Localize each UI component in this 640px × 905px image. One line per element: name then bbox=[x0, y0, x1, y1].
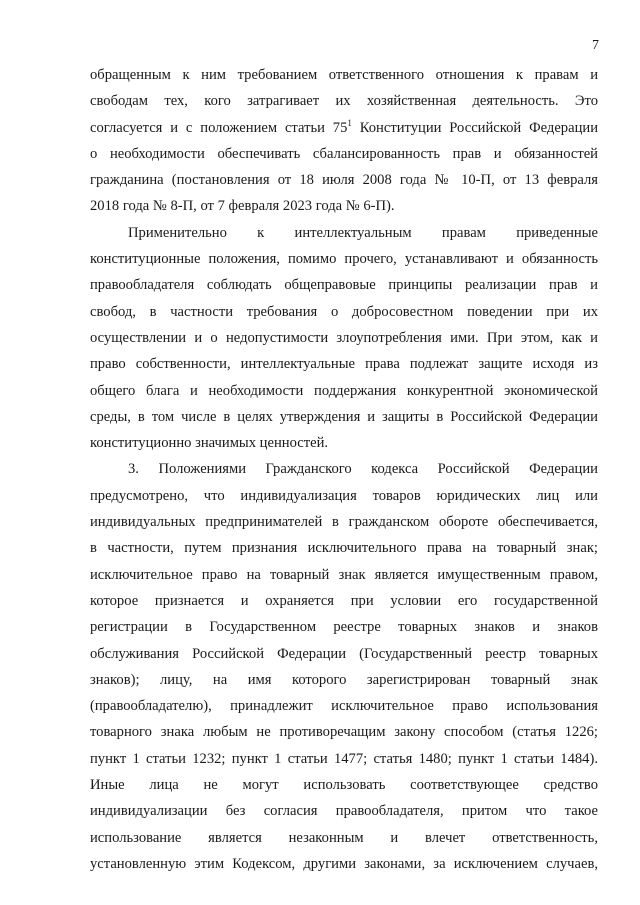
text-fragment: согласуется и с положением статьи 75 bbox=[90, 119, 348, 136]
text-line: в частности, путем признания исключительного права на товарный знак; bbox=[90, 540, 598, 557]
text-line: знаков); лицу, на имя которого зарегистрирован товарный знак bbox=[90, 671, 598, 688]
text-line: право собственности, интеллектуальные права подлежат защите исходя из bbox=[90, 356, 598, 373]
text-line: использование является незаконным и влечет ответственность, bbox=[90, 829, 598, 846]
text-line: обслуживания Российской Федерации (Государственный реестр товарных bbox=[90, 645, 598, 662]
text-line: конституционно значимых ценностей. bbox=[90, 435, 329, 452]
text-line: регистрации в Государственном реестре товарных знаков и знаков bbox=[90, 619, 598, 636]
text-line: правообладателя соблюдать общеправовые принципы реализации прав и bbox=[90, 277, 598, 294]
text-line: товарного знака любым не противоречащим закону способом (статья 1226; bbox=[90, 724, 598, 741]
text-line: установленную этим Кодексом, другими законами, за исключением случаев, bbox=[90, 855, 598, 872]
paragraph-first-line: Применительно к интеллектуальным правам приведенные bbox=[128, 224, 598, 241]
text-line: (правообладателю), принадлежит исключительное право использования bbox=[90, 698, 598, 715]
text-line: о необходимости обеспечивать сбалансированность прав и обязанностей bbox=[90, 145, 598, 162]
text-line: общего блага и необходимости поддержания конкурентной экономической bbox=[90, 382, 598, 399]
text-line: гражданина (постановления от 18 июля 2008 года № 10-П, от 13 февраля bbox=[90, 172, 598, 189]
text-fragment: Конституции Российской Федерации bbox=[351, 119, 599, 136]
paragraph-first-line: 3. Положениями Гражданского кодекса Российской Федерации bbox=[128, 461, 598, 478]
page-number: 7 bbox=[592, 38, 599, 53]
text-line: пункт 1 статьи 1232; пункт 1 статьи 1477; статья 1480; пункт 1 статьи 1484). bbox=[90, 750, 598, 767]
text-line: индивидуальных предпринимателей в гражданском обороте обеспечивается, bbox=[90, 514, 598, 531]
document-body bbox=[90, 62, 598, 877]
text-line: Иные лица не могут использовать соответствующее средство bbox=[90, 777, 598, 794]
text-line: которое признается и охраняется при условии его государственной bbox=[90, 592, 598, 609]
text-line: свобод, в частности требования о добросовестном поведении при их bbox=[90, 303, 598, 320]
text-line: среды, в том числе в целях утверждения и защиты в Российской Федерации bbox=[90, 408, 598, 425]
text-line: конституционные положения, помимо прочего, устанавливают и обязанность bbox=[90, 251, 598, 268]
text-line: свободам тех, кого затрагивает их хозяйственная деятельность. Это bbox=[90, 93, 598, 110]
text-line: осуществлении и о недопустимости злоупотребления ими. При этом, как и bbox=[90, 329, 598, 346]
text-line: 2018 года № 8-П, от 7 февраля 2023 года № 6-П). bbox=[90, 198, 395, 215]
text-line: предусмотрено, что индивидуализация товаров юридических лиц или bbox=[90, 487, 598, 504]
text-line: индивидуализации без согласия правообладателя, притом что такое bbox=[90, 803, 598, 820]
superscript: 1 bbox=[347, 117, 352, 128]
text-line: исключительное право на товарный знак является имущественным правом, bbox=[90, 566, 598, 583]
text-line: обращенным к ним требованием ответственного отношения к правам и bbox=[90, 67, 598, 83]
text-line-with-superscript bbox=[90, 115, 598, 141]
